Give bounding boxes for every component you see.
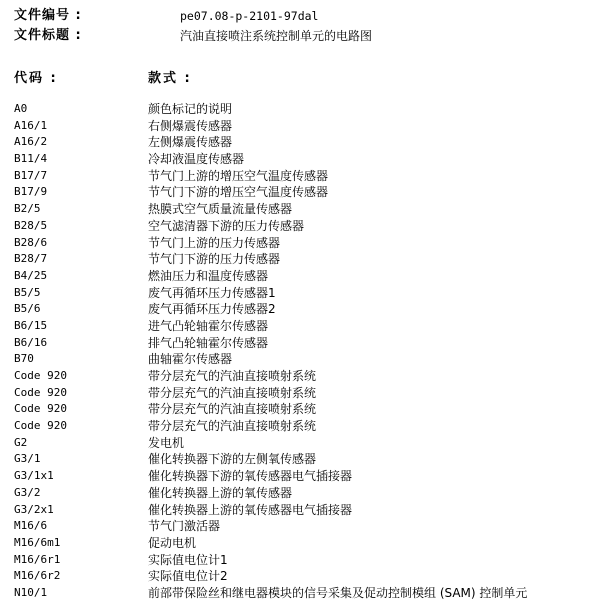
list-item — [14, 585, 603, 602]
item-code: A16/1 — [14, 118, 48, 132]
list-item — [14, 251, 603, 268]
item-description: 实际值电位计1 — [148, 552, 228, 567]
item-code: B11/4 — [14, 152, 48, 166]
list-item — [14, 218, 603, 235]
item-description: 节气门下游的压力传感器 — [148, 252, 281, 267]
item-code: B5/6 — [14, 302, 41, 316]
model-column-header: 款式 : — [148, 71, 192, 86]
list-item — [14, 235, 603, 252]
list-item — [14, 435, 603, 452]
item-description: 带分层充气的汽油直接喷射系统 — [148, 419, 317, 434]
list-item — [14, 451, 603, 468]
item-code: N10/1 — [14, 585, 48, 599]
item-description: 节气门上游的增压空气温度传感器 — [148, 168, 329, 183]
item-description: 前部带保险丝和继电器模块的信号采集及促动控制模组 (SAM) 控制单元 — [148, 585, 528, 600]
item-code: B6/15 — [14, 318, 48, 332]
item-code: B17/7 — [14, 168, 48, 182]
list-item — [14, 552, 603, 569]
item-code: Code 920 — [14, 369, 67, 382]
item-description: 促动电机 — [148, 535, 197, 550]
list-item — [14, 502, 603, 519]
item-description: 节气门激活器 — [148, 519, 221, 534]
item-code: G2 — [14, 435, 28, 449]
list-item — [14, 385, 603, 402]
list-item — [14, 151, 603, 168]
item-description: 催化转换器下游的氧传感器电气插接器 — [148, 469, 353, 484]
item-code: B5/5 — [14, 285, 41, 299]
item-code: B4/25 — [14, 268, 48, 282]
list-item — [14, 518, 603, 535]
list-item — [14, 168, 603, 185]
list-item — [14, 318, 603, 335]
list-item — [14, 368, 603, 385]
item-code: M16/6 — [14, 519, 48, 533]
item-description: 节气门上游的压力传感器 — [148, 235, 281, 250]
item-code: B28/6 — [14, 235, 48, 249]
item-description: 催化转换器下游的左侧氧传感器 — [148, 452, 317, 467]
doc-number-value: pe07.08-p-2101-97dal — [180, 9, 319, 23]
list-item — [14, 285, 603, 302]
doc-number-label: 文件编号 : — [14, 8, 82, 23]
item-description: 排气凸轮轴霍尔传感器 — [148, 335, 269, 350]
item-code: G3/1 — [14, 452, 41, 466]
item-description: 催化转换器上游的氧传感器电气插接器 — [148, 502, 353, 517]
item-description: 右侧爆震传感器 — [148, 118, 233, 133]
item-code: A0 — [14, 102, 28, 115]
item-code: G3/1x1 — [14, 469, 54, 483]
code-column-header: 代码 : — [14, 71, 58, 86]
item-code: B17/9 — [14, 185, 48, 199]
item-description: 带分层充气的汽油直接喷射系统 — [148, 385, 317, 400]
item-code: B28/7 — [14, 252, 48, 266]
list-item — [14, 535, 603, 552]
item-description: 热膜式空气质量流量传感器 — [148, 202, 293, 217]
item-description: 节气门下游的增压空气温度传感器 — [148, 185, 329, 200]
item-code: B28/5 — [14, 218, 48, 232]
doc-title-value: 汽油直接喷注系统控制单元的电路图 — [180, 29, 373, 43]
item-description: 冷却液温度传感器 — [148, 152, 245, 167]
item-code: Code 920 — [14, 385, 67, 399]
list-item — [14, 485, 603, 502]
item-description: 废气再循环压力传感器1 — [148, 285, 276, 300]
item-description: 发电机 — [148, 435, 185, 450]
list-item — [14, 468, 603, 485]
item-code: Code 920 — [14, 419, 67, 433]
list-item — [14, 401, 603, 418]
item-code: Code 920 — [14, 402, 67, 416]
item-description: 实际值电位计2 — [148, 569, 228, 584]
item-code: A16/2 — [14, 135, 48, 149]
list-item — [14, 568, 603, 585]
item-code: M16/6r1 — [14, 552, 61, 566]
item-code: B6/16 — [14, 335, 48, 349]
code-list — [14, 101, 603, 602]
list-item — [14, 351, 603, 368]
item-description: 空气滤清器下游的压力传感器 — [148, 218, 305, 233]
list-item — [14, 301, 603, 318]
item-code: B2/5 — [14, 202, 41, 216]
list-item — [14, 201, 603, 218]
list-item — [14, 118, 603, 135]
list-item — [14, 335, 603, 352]
item-description: 左侧爆震传感器 — [148, 135, 233, 150]
item-description: 催化转换器上游的氧传感器 — [148, 485, 293, 500]
list-item — [14, 418, 603, 435]
item-code: M16/6r2 — [14, 569, 61, 583]
item-code: G3/2 — [14, 485, 41, 499]
list-item — [14, 268, 603, 285]
item-description: 废气再循环压力传感器2 — [148, 302, 276, 317]
item-description: 曲轴霍尔传感器 — [148, 352, 233, 367]
item-description: 带分层充气的汽油直接喷射系统 — [148, 402, 317, 417]
item-description: 进气凸轮轴霍尔传感器 — [148, 318, 269, 333]
item-code: G3/2x1 — [14, 502, 54, 516]
item-code: B70 — [14, 352, 34, 366]
item-description: 带分层充气的汽油直接喷射系统 — [148, 369, 317, 383]
item-description: 颜色标记的说明 — [148, 102, 233, 116]
item-code: M16/6m1 — [14, 535, 61, 549]
list-item — [14, 134, 603, 151]
doc-title-label: 文件标题 : — [14, 28, 82, 43]
list-item — [14, 101, 603, 118]
list-item — [14, 184, 603, 201]
item-description: 燃油压力和温度传感器 — [148, 268, 269, 283]
